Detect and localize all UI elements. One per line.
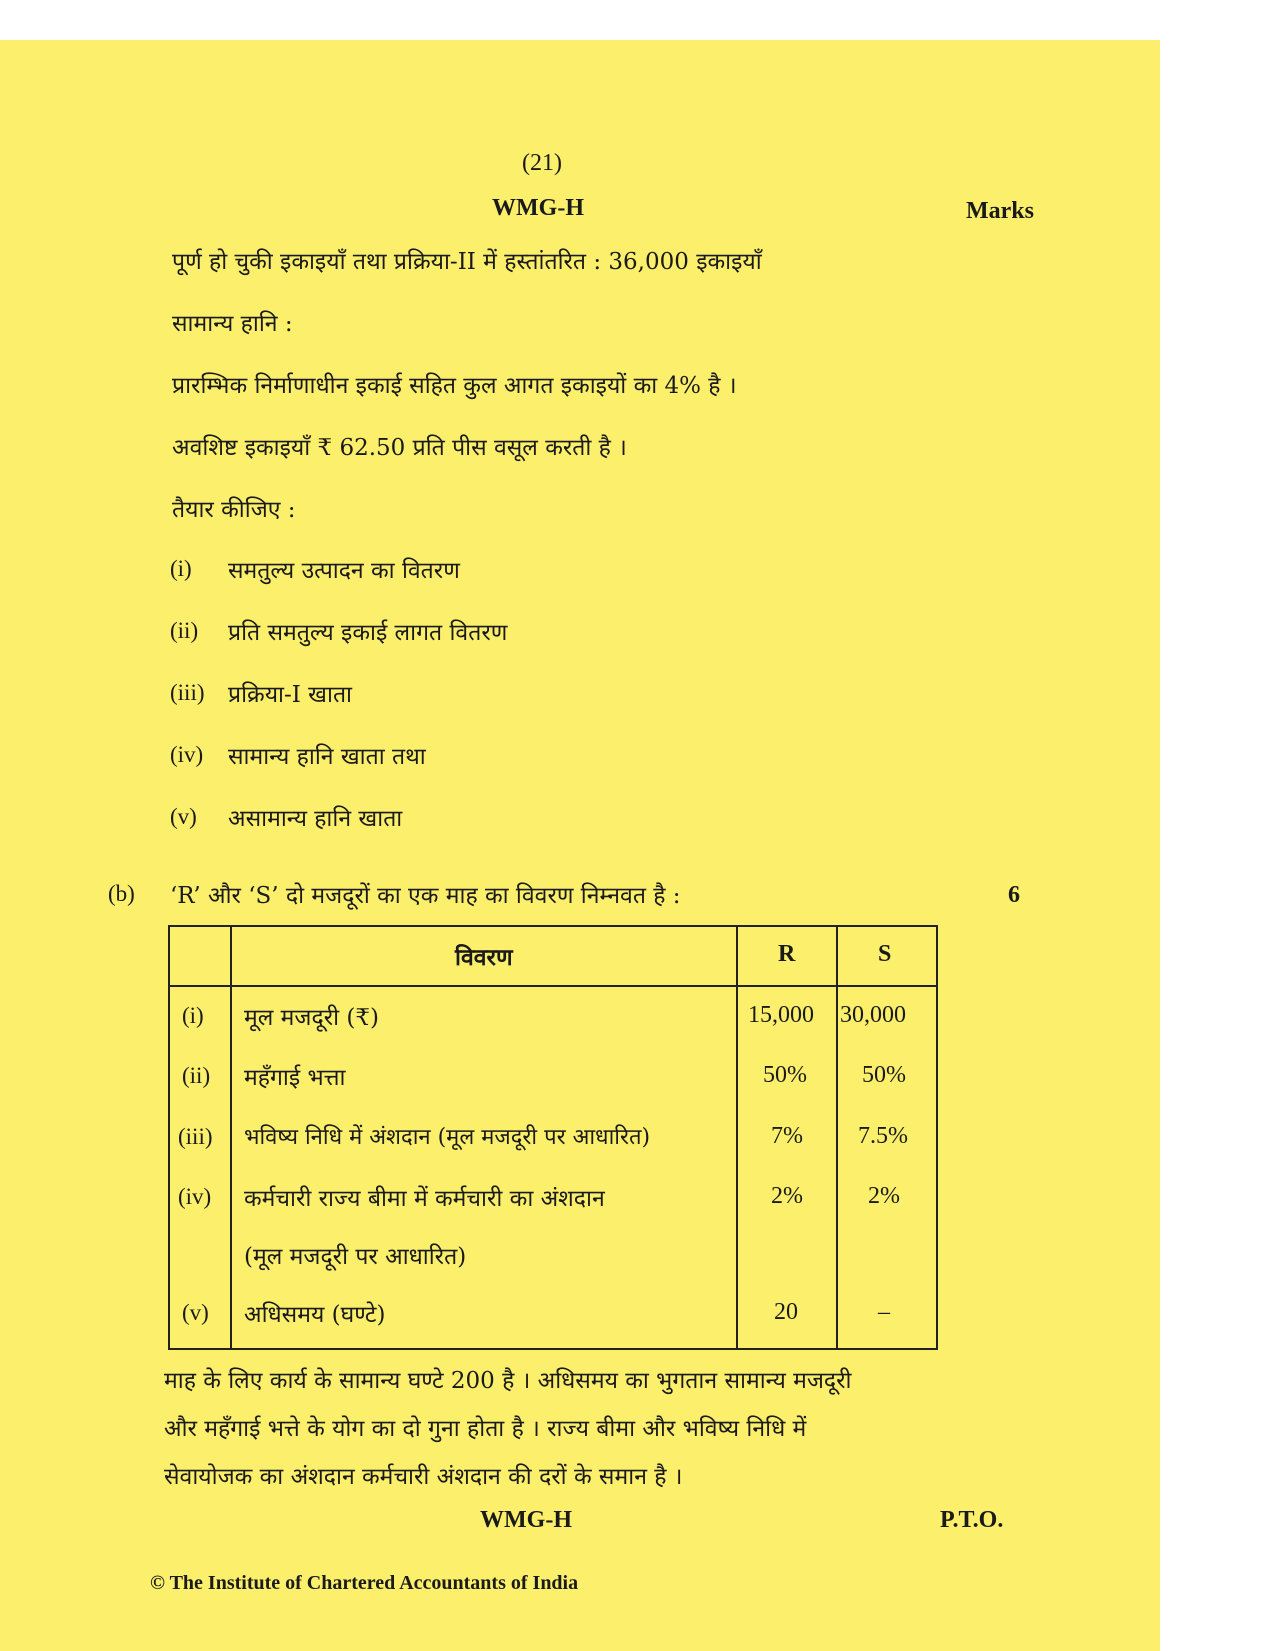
item-num: (v) — [170, 804, 197, 829]
paper-code-top: WMG-H — [492, 195, 584, 221]
paragraph-line-2: और महँगाई भत्ते के योग का दो गुना होता है । राज्य बीमा और भविष्य निधि में — [164, 1416, 807, 1442]
table-row-s: 7.5% — [858, 1123, 908, 1149]
text-line-3: प्रारम्भिक निर्माणाधीन इकाई सहित कुल आगत इकाइयों का 4% है । — [172, 373, 737, 399]
table-col-divider — [736, 925, 738, 1350]
table-row-num: (ii) — [182, 1063, 211, 1088]
table-row-desc-continued: (मूल मजदूरी पर आधारित) — [244, 1244, 467, 1270]
table-header-desc: विवरण — [455, 944, 513, 971]
table-row-r: 2% — [771, 1183, 803, 1209]
table-row-num: (i) — [182, 1003, 204, 1028]
table-row-r: 20 — [774, 1299, 798, 1325]
table-row-s: 30,000 — [840, 1002, 906, 1028]
table-row-r: 15,000 — [748, 1002, 814, 1028]
table-row-desc: महँगाई भत्ता — [244, 1065, 346, 1091]
paragraph-line-3: सेवायोजक का अंशदान कर्मचारी अंशदान की दरों के समान है । — [164, 1464, 683, 1490]
question-label: (b) — [108, 881, 135, 906]
table-row-desc: अधिसमय (घण्टे) — [244, 1302, 386, 1328]
table-row-s: 2% — [868, 1183, 900, 1209]
paragraph-line-1: माह के लिए कार्य के सामान्य घण्टे 200 है । अधिसमय का भुगतान सामान्य मजदूरी — [164, 1368, 852, 1394]
item-num: (i) — [170, 556, 192, 581]
question-text: ‘R’ और ‘S’ दो मजदूरों का एक माह का विवरण निम्नवत है : — [170, 883, 681, 909]
text-line-5: तैयार कीजिए : — [172, 497, 296, 523]
item-text: असामान्य हानि खाता — [228, 806, 403, 832]
table-col-divider — [230, 925, 232, 1350]
text-line-1: पूर्ण हो चुकी इकाइयाँ तथा प्रक्रिया-II में हस्तांतरित : 36,000 इकाइयाँ — [172, 249, 762, 275]
table-row-s: 50% — [862, 1062, 906, 1088]
text-line-2: सामान्य हानि : — [172, 311, 293, 337]
item-text: प्रक्रिया-I खाता — [228, 682, 353, 708]
table-row-desc: भविष्य निधि में अंशदान (मूल मजदूरी पर आधारित) — [244, 1125, 651, 1150]
table-row-num: (v) — [182, 1300, 209, 1325]
item-text: सामान्य हानि खाता तथा — [228, 744, 426, 770]
table-row-r: 7% — [771, 1123, 803, 1149]
text-line-4: अवशिष्ट इकाइयाँ ₹ 62.50 प्रति पीस वसूल करती है । — [172, 435, 627, 461]
table-row-num: (iii) — [178, 1124, 213, 1149]
item-text: प्रति समतुल्य इकाई लागत वितरण — [228, 620, 508, 646]
copyright-notice: © The Institute of Chartered Accountants of India — [150, 1572, 579, 1594]
item-num: (ii) — [170, 618, 199, 643]
table-row-desc: मूल मजदूरी (₹) — [244, 1005, 379, 1031]
table-row-desc: कर्मचारी राज्य बीमा में कर्मचारी का अंशदान — [244, 1186, 605, 1212]
table-header-s: S — [878, 941, 892, 967]
item-num: (iv) — [170, 742, 204, 767]
item-num: (iii) — [170, 680, 205, 705]
table-row-num: (iv) — [178, 1184, 212, 1209]
table-header-divider — [168, 985, 938, 987]
page-number: (21) — [522, 150, 562, 176]
table-header-r: R — [778, 941, 796, 967]
marks-label: Marks — [966, 198, 1034, 224]
item-text: समतुल्य उत्पादन का वितरण — [228, 558, 460, 584]
table-col-divider — [836, 925, 838, 1350]
paper-code-bottom: WMG-H — [480, 1507, 572, 1533]
question-marks: 6 — [1008, 882, 1020, 908]
table-row-s: – — [878, 1299, 890, 1325]
table-row-r: 50% — [763, 1062, 807, 1088]
pto-label: P.T.O. — [940, 1507, 1004, 1533]
